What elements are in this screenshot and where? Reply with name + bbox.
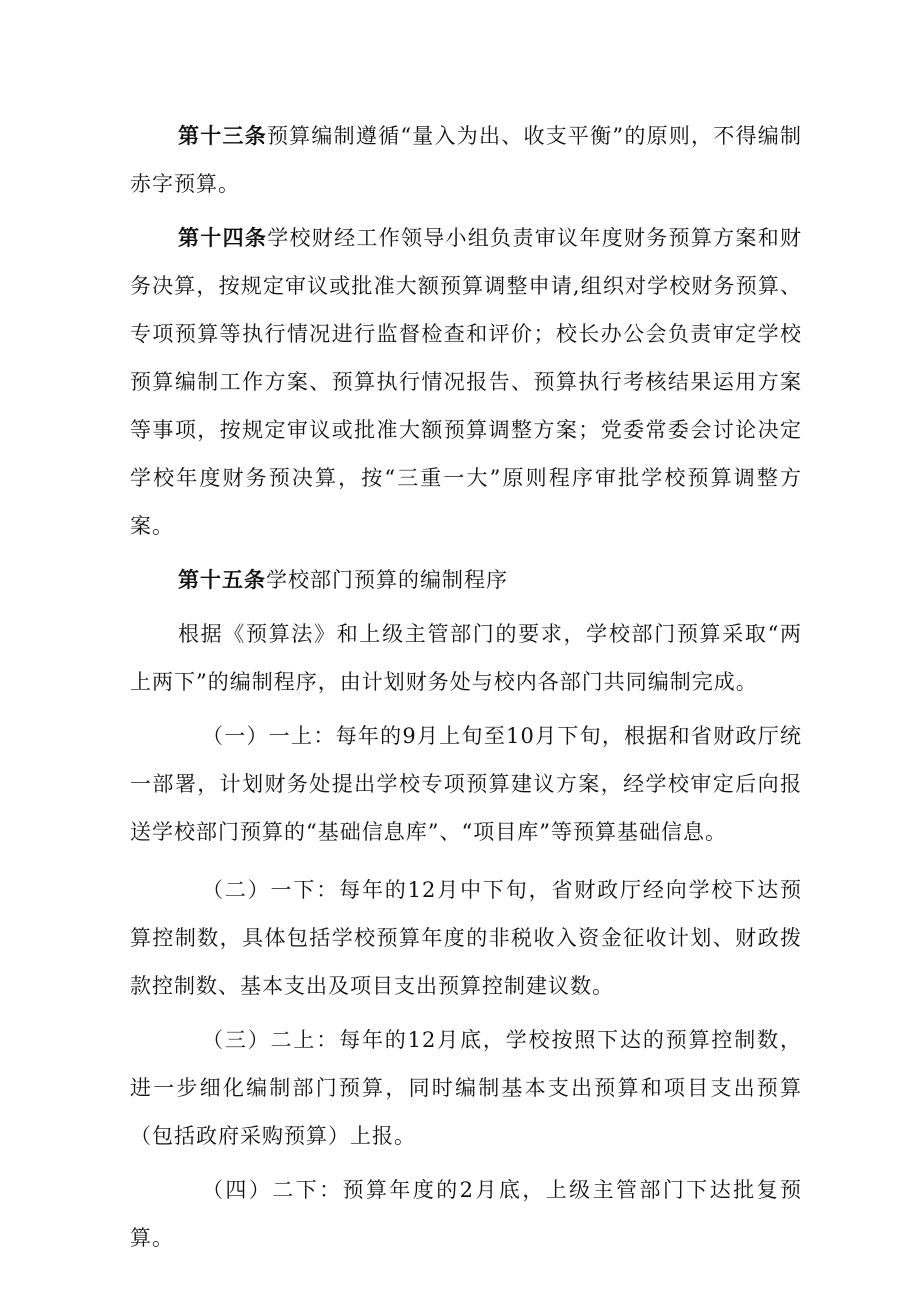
article-15-number: 第十五条 (178, 567, 266, 592)
step-first-down: （二）一下：每年的12月中下旬，省财政厅经向学校下达预算控制数，具体包括学校预算年度的非税收入资金征收计划、财政拨款控制数、基本支出及项目支出预算控制建议数。 (130, 878, 802, 998)
step-first-up: （一）一上：每年的9月上旬至10月下旬，根据和省财政厅统一部署，计划财务处提出学校专项预算建议方案，经学校审定后向报送学校部门预算的“基础信息库”、“项目库”等预算基础信息。 (130, 724, 802, 844)
article-13 (130, 112, 802, 208)
article-13-number: 第十三条 (178, 123, 267, 148)
article-15 (130, 556, 802, 604)
article-14 (130, 214, 802, 550)
step-second-down: （四）二下：预算年度的2月底，上级主管部门下达批复预算。 (130, 1178, 802, 1250)
article-15-text: 学校部门预算的编制程序 (266, 568, 508, 592)
article-13-text: 预算编制遵循“量入为出、收支平衡”的原则，不得编制赤字预算。 (130, 124, 802, 196)
step-second-up: （三）二上：每年的12月底，学校按照下达的预算控制数，进一步细化编制部门预算，同时编制基本支出预算和项目支出预算（包括政府采购预算）上报。 (130, 1028, 802, 1148)
article-14-number: 第十四条 (178, 225, 268, 250)
budget-procedure-intro: 根据《预算法》和上级主管部门的要求，学校部门预算采取“两上两下”的编制程序，由计划财务处与校内各部门共同编制完成。 (130, 622, 802, 694)
article-14-text: 学校财经工作领导小组负责审议年度财务预算方案和财务决算，按规定审议或批准大额预算调整申请,组织对学校财务预算、专项预算等执行情况进行监督检查和评价；校长办公会负责审定学校预算编制工作方案、预算执行情况报告、预算执行考核结果运用方案等事项，按规定审议或批准大额预算调整方案；党委常委会讨论决定学校年度财务预决算，按“三重一大”原则程序审批学校预算调整方案。 (130, 226, 803, 538)
